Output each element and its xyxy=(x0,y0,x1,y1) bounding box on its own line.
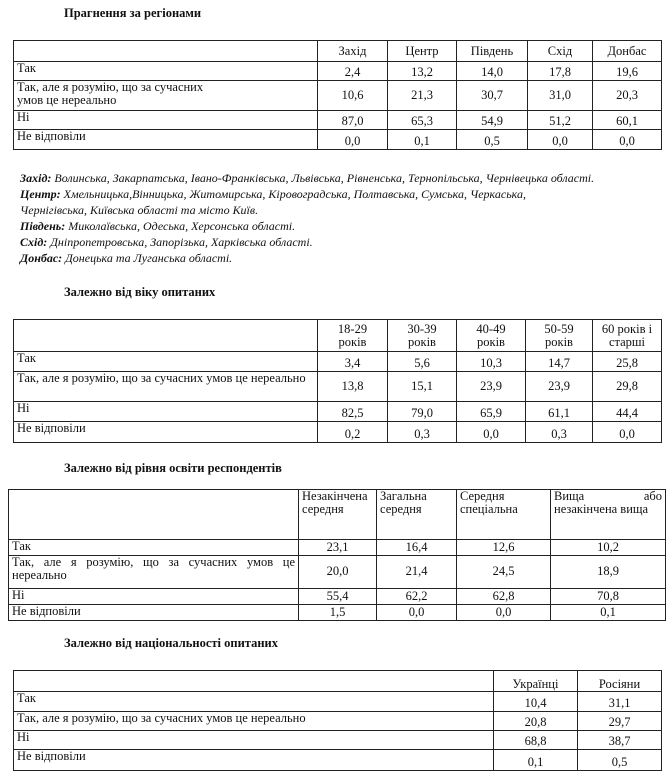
table-row xyxy=(9,589,666,605)
cell-value: 14,0 xyxy=(457,62,528,81)
cell-value: 10,3 xyxy=(457,352,526,372)
column-header-line: років xyxy=(408,334,436,349)
row-label xyxy=(14,81,318,111)
row-label: Не відповіли xyxy=(9,605,299,621)
table-row xyxy=(9,540,666,556)
cell-value: 0,3 xyxy=(388,422,457,443)
table-row xyxy=(14,731,662,750)
column-header: Схід xyxy=(528,41,593,62)
cell-value: 0,0 xyxy=(593,130,662,150)
cell-value: 0,1 xyxy=(388,130,457,150)
row-label: Не відповіли xyxy=(14,130,318,150)
cell-value: 29,8 xyxy=(593,372,662,402)
header-empty-cell xyxy=(14,320,318,352)
row-label: Ні xyxy=(14,731,494,750)
table-header-row xyxy=(9,490,666,540)
section-title-regions: Прагнення за регіонами xyxy=(64,6,202,20)
cell-value: 31,1 xyxy=(578,692,662,712)
column-header-line: старші xyxy=(608,334,646,349)
row-label: Так xyxy=(14,352,318,372)
column-header-line: 50-59 xyxy=(544,321,574,336)
column-header: Центр xyxy=(388,41,457,62)
column-header: Українці xyxy=(494,671,578,692)
cell-value: 23,1 xyxy=(299,540,377,556)
row-label: Так, але я розумію, що за сучасних умов це нереально xyxy=(9,556,299,589)
cell-value: 65,3 xyxy=(388,111,457,130)
cell-value: 10,4 xyxy=(494,692,578,712)
column-header xyxy=(457,320,526,352)
cell-value: 20,8 xyxy=(494,712,578,731)
cell-value: 16,4 xyxy=(377,540,457,556)
region-note-name: Захід: xyxy=(20,171,52,185)
cell-value: 44,4 xyxy=(593,402,662,422)
region-note-name: Південь: xyxy=(20,219,66,233)
cell-value: 79,0 xyxy=(388,402,457,422)
column-header: Захід xyxy=(318,41,388,62)
cell-value: 0,5 xyxy=(457,130,528,150)
cell-value: 0,0 xyxy=(593,422,662,443)
column-header: Росіяни xyxy=(578,671,662,692)
section-title-age: Залежно від віку опитаних xyxy=(64,285,216,299)
cell-value: 51,2 xyxy=(528,111,593,130)
table-row xyxy=(14,402,662,422)
row-label: Не відповіли xyxy=(14,422,318,443)
column-header xyxy=(593,320,662,352)
cell-value: 55,4 xyxy=(299,589,377,605)
cell-value: 15,1 xyxy=(388,372,457,402)
column-header xyxy=(388,320,457,352)
cell-value: 65,9 xyxy=(457,402,526,422)
column-header xyxy=(526,320,593,352)
region-note xyxy=(20,250,670,266)
cell-value: 23,9 xyxy=(457,372,526,402)
cell-value: 10,2 xyxy=(551,540,666,556)
region-note-text: Дніпропетровська, Запорізька, Харківська області. xyxy=(47,235,313,249)
cell-value: 14,7 xyxy=(526,352,593,372)
table-row xyxy=(14,372,662,402)
cell-value: 13,2 xyxy=(388,62,457,81)
table-header-row xyxy=(14,671,662,692)
row-label: Ні xyxy=(14,111,318,130)
cell-value: 25,8 xyxy=(593,352,662,372)
table-row xyxy=(14,62,662,81)
cell-value: 10,6 xyxy=(318,81,388,111)
cell-value: 87,0 xyxy=(318,111,388,130)
cell-value: 3,4 xyxy=(318,352,388,372)
column-header xyxy=(551,490,666,540)
column-header-text: Вища або незакінчена вища xyxy=(554,489,662,516)
cell-value: 12,6 xyxy=(457,540,551,556)
column-header-line: 40-49 xyxy=(476,321,506,336)
header-empty-cell xyxy=(9,490,299,540)
cell-value: 0,1 xyxy=(551,605,666,621)
cell-value: 0,0 xyxy=(318,130,388,150)
cell-value: 2,4 xyxy=(318,62,388,81)
region-note-text: Донецька та Луганська області. xyxy=(62,251,233,265)
table-row xyxy=(14,111,662,130)
row-label: Так xyxy=(9,540,299,556)
column-header-line: 30-39 xyxy=(407,321,437,336)
column-header-line: 60 років і xyxy=(601,321,653,336)
column-header xyxy=(318,320,388,352)
column-header: Донбас xyxy=(593,41,662,62)
table-regions xyxy=(13,40,662,150)
table-row xyxy=(14,422,662,443)
column-header: Загальна середня xyxy=(377,490,457,540)
table-row xyxy=(9,556,666,589)
cell-value: 82,5 xyxy=(318,402,388,422)
cell-value: 5,6 xyxy=(388,352,457,372)
row-label: Так, але я розумію, що за сучасних умов це нереально xyxy=(14,712,494,731)
table-age xyxy=(13,319,662,443)
column-header-line: років xyxy=(545,334,573,349)
cell-value: 62,2 xyxy=(377,589,457,605)
table-row xyxy=(14,130,662,150)
cell-value: 0,0 xyxy=(457,422,526,443)
cell-value: 62,8 xyxy=(457,589,551,605)
column-header-line: років xyxy=(477,334,505,349)
table-row xyxy=(14,750,662,771)
cell-value: 70,8 xyxy=(551,589,666,605)
cell-value: 68,8 xyxy=(494,731,578,750)
cell-value: 13,8 xyxy=(318,372,388,402)
cell-value: 0,0 xyxy=(457,605,551,621)
table-education xyxy=(8,489,666,621)
cell-value: 20,0 xyxy=(299,556,377,589)
section-title-nationality: Залежно від національності опитаних xyxy=(64,636,278,650)
region-note xyxy=(20,234,670,250)
cell-value: 20,3 xyxy=(593,81,662,111)
region-note-text: Миколаївська, Одеська, Херсонська області. xyxy=(65,219,296,233)
cell-value: 29,7 xyxy=(578,712,662,731)
cell-value: 30,7 xyxy=(457,81,528,111)
table-row xyxy=(14,81,662,111)
cell-value: 19,6 xyxy=(593,62,662,81)
cell-value: 38,7 xyxy=(578,731,662,750)
table-header-row xyxy=(14,320,662,352)
cell-value: 31,0 xyxy=(528,81,593,111)
column-header: Південь xyxy=(457,41,528,62)
cell-value: 0,0 xyxy=(377,605,457,621)
column-header: Середня спеціальна xyxy=(457,490,551,540)
cell-value: 18,9 xyxy=(551,556,666,589)
cell-value: 21,4 xyxy=(377,556,457,589)
table-nationality xyxy=(13,670,662,771)
cell-value: 60,1 xyxy=(593,111,662,130)
row-label: Ні xyxy=(9,589,299,605)
column-header: Незакінчена середня xyxy=(299,490,377,540)
header-empty-cell xyxy=(14,671,494,692)
row-label: Ні xyxy=(14,402,318,422)
region-notes xyxy=(20,170,670,266)
header-empty-cell xyxy=(14,41,318,62)
region-note xyxy=(20,218,670,234)
cell-value: 1,5 xyxy=(299,605,377,621)
cell-value: 0,1 xyxy=(494,750,578,771)
cell-value: 0,5 xyxy=(578,750,662,771)
row-label: Так xyxy=(14,692,494,712)
region-note xyxy=(20,170,670,186)
cell-value: 0,2 xyxy=(318,422,388,443)
region-note-text: Хмельницька,Вінницька, Житомирська, Кіровоградська, Полтавська, Сумська, Черкаська, Чернігівська, Київська області та місто Київ. xyxy=(20,187,526,217)
row-label: Так xyxy=(14,62,318,81)
cell-value: 23,9 xyxy=(526,372,593,402)
region-note xyxy=(20,186,590,218)
cell-value: 17,8 xyxy=(528,62,593,81)
cell-value: 0,3 xyxy=(526,422,593,443)
column-header-line: років xyxy=(338,334,367,349)
table-row xyxy=(14,352,662,372)
region-note-name: Схід: xyxy=(20,235,48,249)
cell-value: 54,9 xyxy=(457,111,528,130)
column-header-line: 18-29 xyxy=(337,321,368,336)
cell-value: 61,1 xyxy=(526,402,593,422)
table-row xyxy=(14,692,662,712)
table-row xyxy=(14,712,662,731)
row-label: Не відповіли xyxy=(14,750,494,771)
table-row xyxy=(9,605,666,621)
region-note-text: Волинська, Закарпатська, Івано-Франківська, Львівська, Рівненська, Тернопільська, Чернівецька області. xyxy=(51,171,595,185)
region-note-name: Центр: xyxy=(20,187,61,201)
section-title-education: Залежно від рівня освіти респондентів xyxy=(64,461,282,475)
table-header-row xyxy=(14,41,662,62)
cell-value: 24,5 xyxy=(457,556,551,589)
region-note-name: Донбас: xyxy=(20,251,63,265)
cell-value: 21,3 xyxy=(388,81,457,111)
row-label-text: Так, але я розумію, що за сучасних умов це нереально xyxy=(17,80,204,107)
cell-value: 0,0 xyxy=(528,130,593,150)
row-label: Так, але я розумію, що за сучасних умов це нереально xyxy=(14,372,318,402)
